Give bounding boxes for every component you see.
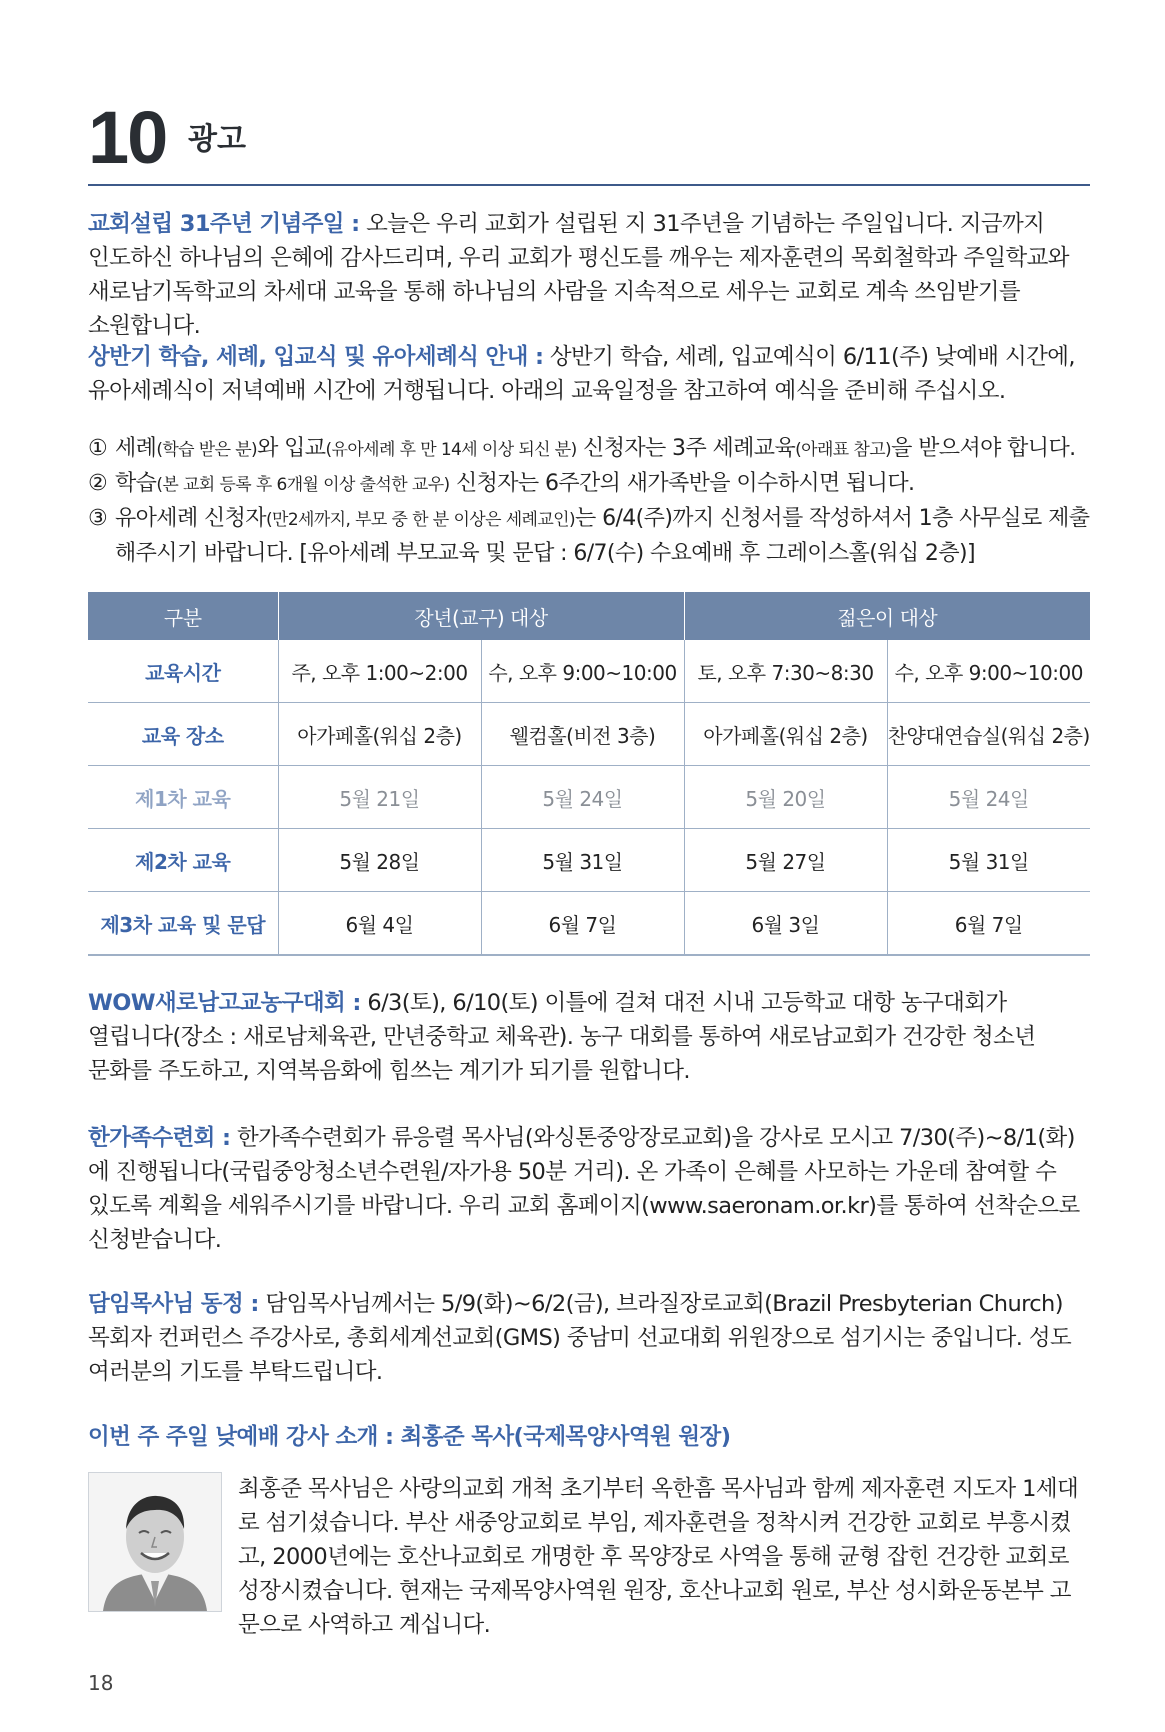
notice-title: 담임목사님 동정 : <box>88 1291 259 1317</box>
list-item <box>88 502 1090 570</box>
table-cell: 5월 31일 <box>887 829 1090 892</box>
item-text: 학습 <box>115 471 157 496</box>
item-text: 세례 <box>115 436 157 461</box>
table-cell: 찬양대연습실(워십 2층) <box>887 703 1090 766</box>
notice-body: 한가족수련회가 류응렬 목사님(와싱톤중앙장로교회)을 강사로 모시고 7/30(주)~8/1(화)에 진행됩니다(국립중앙청소년수련원/자가용 50분 거리). 온 가족이 은혜를 사모하는 가운데 참여할 수 있도록 계획을 세워주시기를 바랍니다. 우리 교회 홈페이지(www.saeronam.or.kr)를 통하여 선착순으로 신청받습니다. <box>88 1125 1080 1253</box>
notice-pastor-news <box>88 1287 1090 1389</box>
list-marker: ② <box>88 471 108 496</box>
section-header <box>88 98 1088 178</box>
item-text: 는 6/4(주)까지 신청서를 작성하셔서 1층 사무실로 제출해주시기 바랍니다. [유아세례 부모교육 및 문답 : 6/7(수) 수요예배 후 그레이스홀(워십 2층)] <box>115 506 1090 566</box>
speaker-photo <box>88 1472 222 1612</box>
notice-title: 교회설립 31주년 기념주일 : <box>88 211 360 237</box>
item-text: 신청자는 6주간의 새가족반을 이수하시면 됩니다. <box>449 471 915 496</box>
item-note: (유아세례 후 만 14세 이상 되신 분) <box>325 440 577 460</box>
table-cell: 5월 21일 <box>278 766 481 829</box>
table-cell: 수, 오후 9:00~10:00 <box>887 640 1090 703</box>
table-cell: 5월 24일 <box>481 766 684 829</box>
speaker-bio: 최홍준 목사님은 사랑의교회 개척 초기부터 옥한흠 목사님과 함께 제자훈련 지도자 1세대로 섬기셨습니다. 부산 새중앙교회로 부임, 제자훈련을 정착시켜 건강한 교회로 부흥시켰고, 2000년에는 호산나교회로 개명한 후 목양장로 사역을 통해 균형 잡힌 건강한 교회로 성장시켰습니다. 현재는 국제목양사역원 원장, 호산나교회 원로, 부산 성시화운동본부 고문으로 사역하고 계십니다. <box>238 1476 1079 1638</box>
baptism-requirements-list <box>88 432 1090 570</box>
item-note: (아래표 참고) <box>795 440 892 460</box>
table-cell: 5월 27일 <box>684 829 887 892</box>
item-text: 유아세례 신청자 <box>115 506 266 531</box>
table-cell: 웰컴홀(비전 3층) <box>481 703 684 766</box>
column-header: 젊은이 대상 <box>684 592 1090 640</box>
notice-body: 오늘은 우리 교회가 설립된 지 31주년을 기념하는 주일입니다. 지금까지 인도하신 하나님의 은혜에 감사드리며, 우리 교회가 평신도를 깨우는 제자훈련의 목회철학과 주일학교와 새로남기독학교의 차세대 교육을 통해 하나님의 사람을 지속적으로 세우는 교회로 계속 쓰임받기를 소원합니다. <box>88 211 1069 339</box>
item-note: (만2세까지, 부모 중 한 분 이상은 세례교인) <box>265 510 576 530</box>
table-cell: 주, 오후 1:00~2:00 <box>278 640 481 703</box>
item-note: (학습 받은 분) <box>156 440 258 460</box>
page-number: 18 <box>88 1671 114 1695</box>
notice-title: 이번 주 주일 낮예배 강사 소개 : 최홍준 목사(국제목양사역원 원장) <box>88 1424 731 1450</box>
notice-body: 담임목사님께서는 5/9(화)~6/2(금), 브라질장로교회(Brazil Presbyterian Church) 목회자 컨퍼런스 주강사로, 총회세계선교회(GMS) 중남미 선교대회 위원장으로 섬기시는 중입니다. 성도 여러분의 기도를 부탁드립니다. <box>88 1291 1072 1385</box>
row-header: 교육시간 <box>88 640 278 703</box>
table-header-row <box>88 592 1090 640</box>
table-row <box>88 703 1090 766</box>
item-text: 신청자는 3주 세례교육 <box>576 436 796 461</box>
table-cell: 토, 오후 7:30~8:30 <box>684 640 887 703</box>
row-header: 제3차 교육 및 문답 <box>88 892 278 956</box>
table-cell: 아가페홀(워십 2층) <box>278 703 481 766</box>
notice-anniversary <box>88 207 1090 343</box>
section-title: 광고 <box>188 122 246 157</box>
notice-basketball <box>88 986 1090 1088</box>
list-marker: ③ <box>88 506 108 531</box>
item-text: 을 받으셔야 합니다. <box>891 436 1076 461</box>
table-cell: 아가페홀(워십 2층) <box>684 703 887 766</box>
table-cell: 6월 4일 <box>278 892 481 956</box>
list-item <box>88 432 1090 467</box>
column-header: 장년(교구) 대상 <box>278 592 684 640</box>
table-row <box>88 892 1090 956</box>
table-cell: 수, 오후 9:00~10:00 <box>481 640 684 703</box>
row-header: 제2차 교육 <box>88 829 278 892</box>
table-cell: 5월 24일 <box>887 766 1090 829</box>
table-cell: 5월 20일 <box>684 766 887 829</box>
notice-title: WOW새로남고교농구대회 : <box>88 990 361 1016</box>
speaker-heading <box>88 1420 1090 1454</box>
header-rule <box>88 184 1090 186</box>
list-marker: ① <box>88 436 108 461</box>
row-header: 교육 장소 <box>88 703 278 766</box>
notice-title: 상반기 학습, 세례, 입교식 및 유아세례식 안내 : <box>88 344 544 370</box>
notice-baptism <box>88 340 1090 408</box>
section-number: 10 <box>88 96 167 179</box>
table-cell: 6월 3일 <box>684 892 887 956</box>
column-header: 구분 <box>88 592 278 640</box>
notice-family-retreat <box>88 1121 1090 1257</box>
notice-body: 6/3(토), 6/10(토) 이틀에 걸쳐 대전 시내 고등학교 대항 농구대회가 열립니다(장소 : 새로남체육관, 만년중학교 체육관). 농구 대회를 통하여 새로남교회가 건강한 청소년 문화를 주도하고, 지역복음화에 힘쓰는 계기가 되기를 원합니다. <box>88 990 1036 1084</box>
table-cell: 5월 28일 <box>278 829 481 892</box>
item-note: (본 교회 등록 후 6개월 이상 출석한 교우) <box>156 475 450 495</box>
table-cell: 6월 7일 <box>481 892 684 956</box>
item-text: 와 입교 <box>257 436 326 461</box>
table-row <box>88 766 1090 829</box>
speaker-portrait-icon <box>89 1473 221 1611</box>
list-item <box>88 467 1090 502</box>
table-cell: 5월 31일 <box>481 829 684 892</box>
table-row <box>88 829 1090 892</box>
table-cell: 6월 7일 <box>887 892 1090 956</box>
notice-body: 상반기 학습, 세례, 입교예식이 6/11(주) 낮예배 시간에, 유아세례식이 저녁예배 시간에 거행됩니다. 아래의 교육일정을 참고하여 예식을 준비해 주십시오. <box>88 344 1075 404</box>
education-schedule-table <box>88 592 1090 956</box>
row-header: 제1차 교육 <box>88 766 278 829</box>
notice-title: 한가족수련회 : <box>88 1125 231 1151</box>
table-row <box>88 640 1090 703</box>
